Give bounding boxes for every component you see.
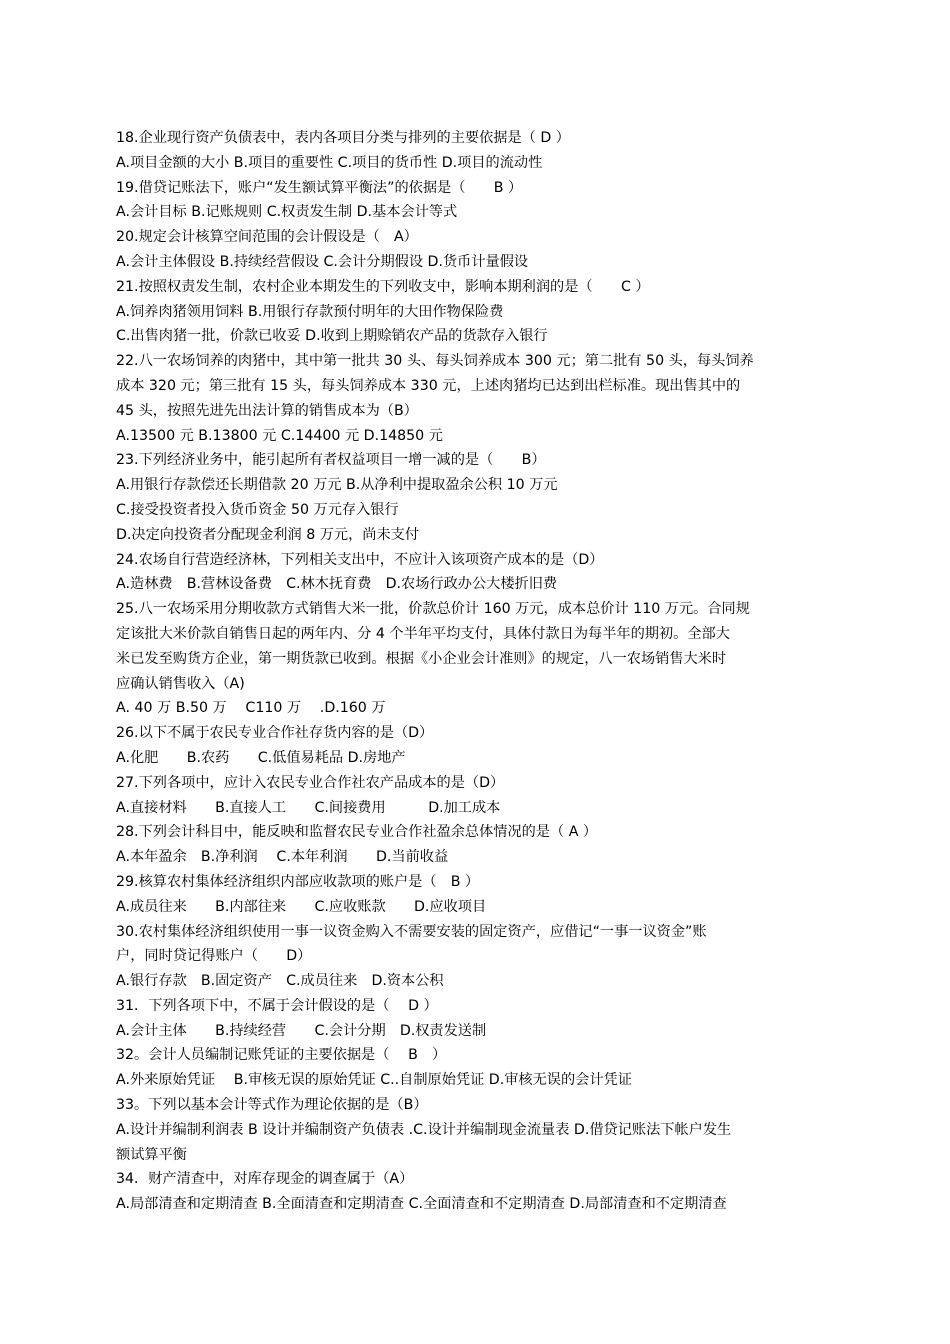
- question-34: 34．财产清查中，对库存现金的调查属于（A）: [116, 1171, 414, 1188]
- question-21-options-a: A.饲养肉猪领用饲料 B.用银行存款预付明年的大田作物保险费: [116, 303, 504, 320]
- question-30-line-2: 户，同时贷记得账户（ D）: [116, 948, 312, 965]
- question-29-options: A.成员往来 B.内部往来 C.应收账款 D.应收项目: [116, 898, 487, 915]
- question-18-options: A.项目金额的大小 B.项目的重要性 C.项目的货币性 D.项目的流动性: [116, 154, 543, 171]
- question-23: 23.下列经济业务中，能引起所有者权益项目一增一减的是（ B）: [116, 452, 546, 469]
- question-23-options-d: D.决定向投资者分配现金利润 8 万元，尚未支付: [116, 526, 420, 543]
- question-31: 31．下列各项下中，不属于会计假设的是（ D ）: [116, 997, 438, 1014]
- question-30-line-1: 30.农村集体经济组织使用一事一议资金购入不需要安装的固定资产，应借记“一事一议资金”账: [116, 923, 707, 940]
- question-26-options: A.化肥 B.农药 C.低值易耗品 D.房地产: [116, 749, 406, 766]
- question-27: 27.下列各项中，应计入农民专业合作社农产品成本的是（D）: [116, 774, 505, 791]
- question-19-options: A.会计目标 B.记账规则 C.权责发生制 D.基本会计等式: [116, 204, 458, 221]
- question-20-options: A.会计主体假设 B.持续经营假设 C.会计分期假设 D.货币计量假设: [116, 253, 529, 270]
- question-34-options: A.局部清查和定期清查 B.全面清查和定期清查 C.全面清查和不定期清查 D.局部清查和不定期清查: [116, 1196, 727, 1213]
- question-22-line-3: 45 头，按照先进先出法计算的销售成本为（B）: [116, 402, 418, 419]
- question-32: 32。会计人员编制记账凭证的主要依据是（ B ）: [116, 1047, 447, 1064]
- question-29: 29.核算农村集体经济组织内部应收款项的账户是（ B ）: [116, 873, 480, 890]
- question-24-options: A.造林费 B.营林设备费 C.林木抚育费 D.农场行政办公大楼折旧费: [116, 576, 558, 593]
- question-20: 20.规定会计核算空间范围的会计假设是（ A）: [116, 229, 418, 246]
- question-21: 21.按照权责发生制，农村企业本期发生的下列收支中，影响本期利润的是（ C ）: [116, 278, 650, 295]
- document-body: [116, 126, 840, 1217]
- question-33-options-line-2: 额试算平衡: [116, 1146, 187, 1163]
- question-22-options: A.13500 元 B.13800 元 C.14400 元 D.14850 元: [116, 427, 443, 444]
- question-31-options: A.会计主体 B.持续经营 C.会计分期 D.权责发送制: [116, 1022, 487, 1039]
- question-22-line-1: 22.八一农场饲养的肉猪中，其中第一批共 30 头、每头饲养成本 300 元；第二批有 50 头，每头饲养: [116, 353, 754, 370]
- question-25-line-1: 25.八一农场采用分期收款方式销售大米一批，价款总价计 160 万元，成本总价计 110 万元。合同规: [116, 601, 750, 618]
- question-25-line-4: 应确认销售收入（A): [116, 675, 245, 692]
- question-32-options: A.外来原始凭证 B.审核无误的原始凭证 C..自制原始凭证 D.审核无误的会计凭证: [116, 1072, 632, 1089]
- question-26: 26.以下不属于农民专业合作社存货内容的是（D）: [116, 725, 434, 742]
- question-23-options-c: C.接受投资者投入货币资金 50 万元存入银行: [116, 501, 399, 518]
- question-24: 24.农场自行营造经济林，下列相关支出中，不应计入该项资产成本的是（D）: [116, 551, 604, 568]
- question-25-options: A. 40 万 B.50 万 C110 万 .D.160 万: [116, 700, 386, 717]
- question-27-options: A.直接材料 B.直接人工 C.间接费用 D.加工成本: [116, 799, 501, 816]
- question-25-line-2: 定该批大米价款自销售日起的两年内、分 4 个半年平均支付，具体付款日为每半年的期初。全部大: [116, 625, 730, 642]
- question-33: 33。下列以基本会计等式作为理论依据的是（B）: [116, 1097, 428, 1114]
- question-28: 28.下列会计科目中，能反映和监督农民专业合作社盈余总体情况的是（ A ）: [116, 824, 598, 841]
- question-23-options-a: A.用银行存款偿还长期借款 20 万元 B.从净利中提取盈余公积 10 万元: [116, 477, 558, 494]
- question-22-line-2: 成本 320 元；第三批有 15 头，每头饲养成本 330 元，上述肉猪均已达到出栏标准。现出售其中的: [116, 377, 741, 394]
- question-33-options-line-1: A.设计并编制利润表 B 设计并编制资产负债表 .C.设计并编制现金流量表 D.借贷记账法下帐户发生: [116, 1121, 732, 1138]
- question-19: 19.借贷记账法下，账户“发生额试算平衡法”的依据是（ B ）: [116, 179, 523, 196]
- question-21-options-c: C.出售肉猪一批，价款已收妥 D.收到上期赊销农产品的货款存入银行: [116, 328, 548, 345]
- question-30-options: A.银行存款 B.固定资产 C.成员往来 D.资本公积: [116, 973, 444, 990]
- question-28-options: A.本年盈余 B.净利润 C.本年利润 D.当前收益: [116, 849, 449, 866]
- question-25-line-3: 米已发至购货方企业，第一期货款已收到。根据《小企业会计准则》的规定，八一农场销售大米时: [116, 650, 727, 667]
- question-18: 18.企业现行资产负债表中，表内各项目分类与排列的主要依据是（ D ）: [116, 130, 570, 146]
